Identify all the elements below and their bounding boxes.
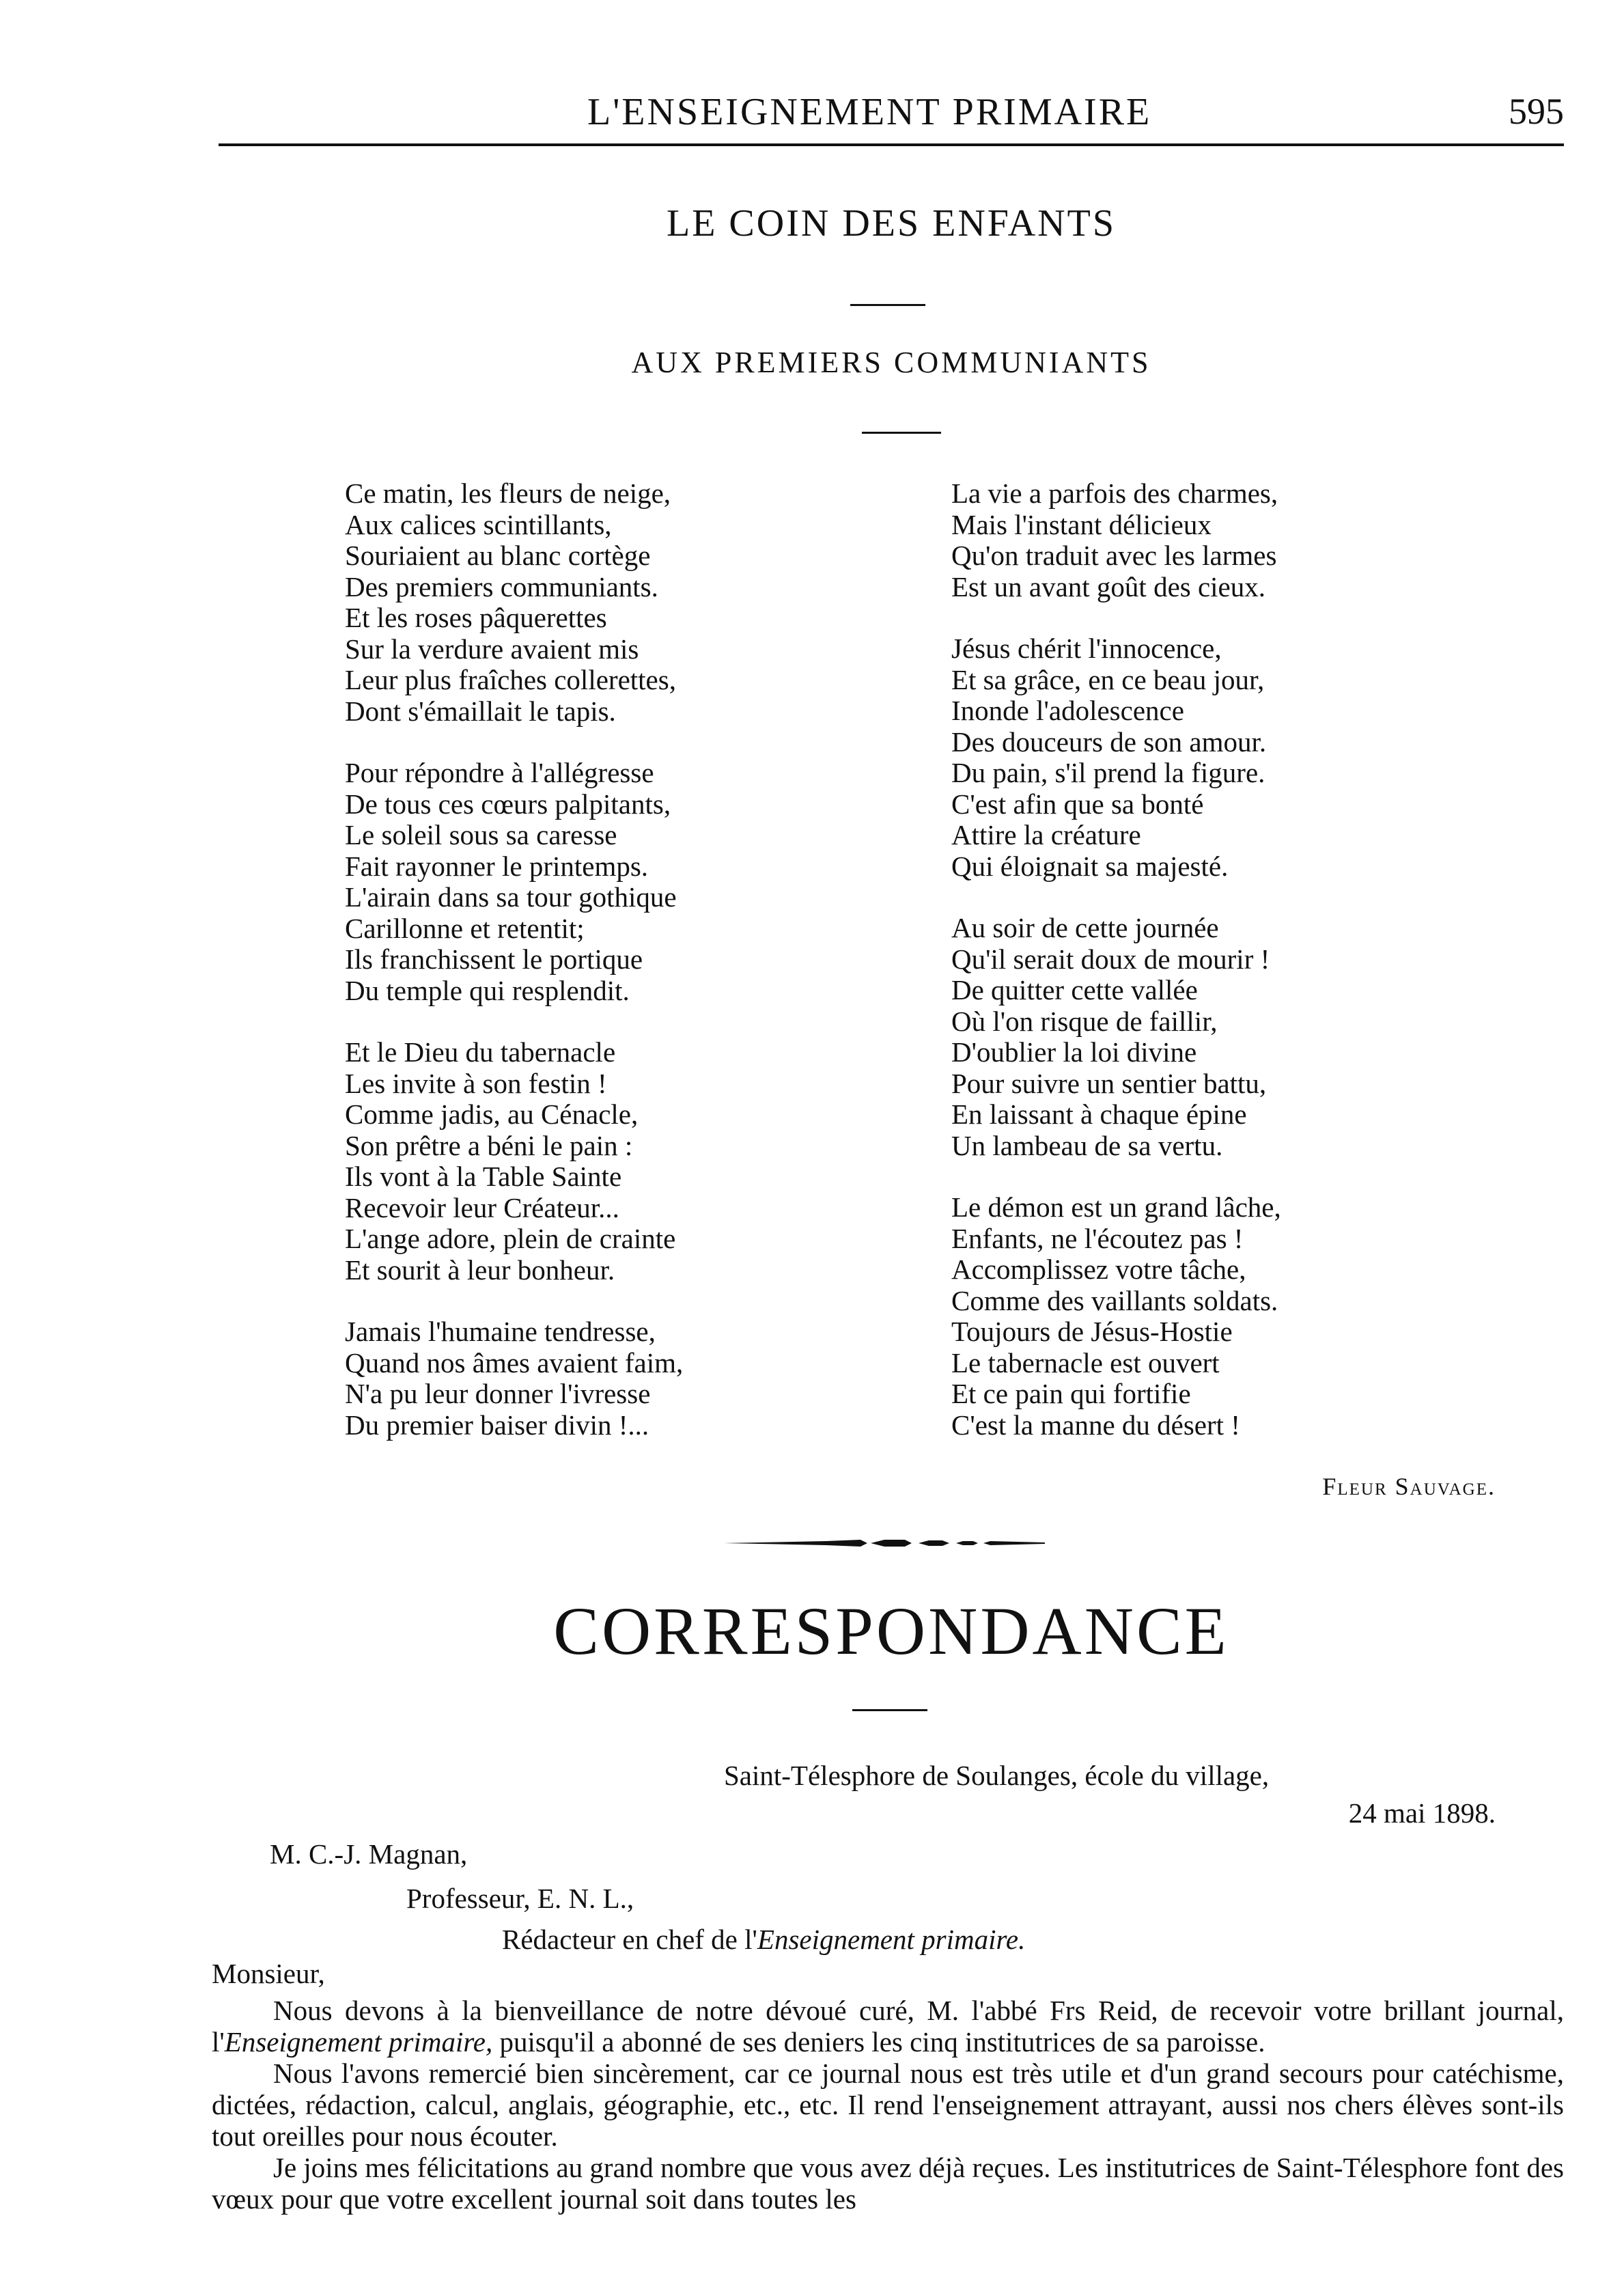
poem-line: Recevoir leur Créateur... (345, 1191, 619, 1223)
poem-line: Comme des vaillants soldats. (951, 1284, 1278, 1316)
ornamental-divider (724, 1537, 1045, 1549)
poem-line: Et sourit à leur bonheur. (345, 1254, 615, 1286)
poem-line: Où l'on risque de faillir, (951, 1005, 1218, 1037)
poem-line: Au soir de cette journée (951, 912, 1219, 943)
section-title: LE COIN DES ENFANTS (667, 202, 1116, 245)
poem-line: Fait rayonner le printemps. (345, 850, 649, 882)
page-number: 595 (1509, 91, 1564, 132)
poem-line: Mais l'instant délicieux (951, 508, 1212, 540)
poem-left-column (345, 478, 683, 1471)
poem-line: Ils vont à la Table Sainte (345, 1161, 622, 1192)
poem-line: Pour répondre à l'allégresse (345, 757, 654, 788)
poem-stanza (345, 1037, 683, 1286)
addressee-title-prefix: Rédacteur en chef de l' (502, 1924, 757, 1955)
divider-rule (850, 304, 925, 306)
poem-line: Le tabernacle est ouvert (951, 1346, 1220, 1379)
poem-line: Et les roses pâquerettes (345, 602, 607, 633)
poem-line: Est un avant goût des cieux. (951, 570, 1266, 603)
poem-line: Sur la verdure avaient mis (345, 633, 639, 665)
addressee-title (502, 1923, 1025, 1956)
poem-line: Du pain, s'il prend la figure. (951, 757, 1265, 788)
letter-paragraph (212, 1995, 1564, 2058)
poem-stanza (951, 478, 1281, 603)
poem-line: Quand nos âmes avaient faim, (345, 1346, 684, 1379)
poem-line: Leur plus fraîches collerettes, (345, 664, 676, 695)
journal-name: Enseignement primaire. (757, 1924, 1026, 1955)
letter-date: 24 mai 1898. (1348, 1797, 1496, 1829)
poem-line: N'a pu leur donner l'ivresse (345, 1378, 651, 1409)
poem-line: Et sa grâce, en ce beau jour, (951, 663, 1265, 695)
poem-line: Toujours de Jésus-Hostie (951, 1316, 1233, 1347)
poem-line: Son prêtre a béni le pain : (345, 1129, 633, 1161)
poem-line: Inonde l'adolescence (951, 695, 1184, 726)
addressee-name: M. C.-J. Magnan, (270, 1838, 468, 1870)
poem-line: Pour suivre un sentier battu, (951, 1067, 1267, 1099)
poem-line: De quitter cette vallée (951, 974, 1198, 1006)
divider-rule (852, 1709, 927, 1711)
poem-line: Jamais l'humaine tendresse, (345, 1316, 656, 1347)
poem-line: Ils franchissent le portique (345, 943, 643, 975)
poem-line: Souriaient au blanc cortège (345, 540, 651, 571)
poem-stanza (951, 633, 1281, 882)
poem-line: D'oublier la loi divine (951, 1036, 1197, 1068)
poem-line: Des douceurs de son amour. (951, 725, 1267, 758)
poem-line: Jésus chérit l'innocence, (951, 633, 1222, 664)
poem-stanza (951, 1192, 1281, 1441)
poem-line: C'est la manne du désert ! (951, 1409, 1240, 1441)
poem-line: L'airain dans sa tour gothique (345, 881, 677, 913)
poem-line: Du premier baiser divin !... (345, 1409, 649, 1441)
journal-name: Enseignement primaire, (224, 2026, 493, 2058)
paragraph-text: puisqu'il a abonné de ses deniers les cinq institutrices de sa paroisse. (492, 2026, 1265, 2058)
poem-stanza (951, 913, 1281, 1161)
poem-line: Dont s'émaillait le tapis. (345, 695, 616, 727)
poem-title: AUX PREMIERS COMMUNIANTS (631, 346, 1151, 379)
poem-line: Un lambeau de sa vertu. (951, 1129, 1223, 1161)
poem-line: Et le Dieu du tabernacle (345, 1036, 616, 1068)
running-title: L'ENSEIGNEMENT PRIMAIRE (587, 91, 1152, 133)
letter-place: Saint-Télesphore de Soulanges, école du village, (724, 1760, 1270, 1791)
poem-line: La vie a parfois des charmes, (951, 477, 1278, 509)
letter-paragraph: Je joins mes félicitations au grand nombre que vous avez déjà reçues. Les institutrices de Saint-Télesphore font des vœux pour que votre excellent journal soit dans toutes les (212, 2152, 1564, 2215)
poem-line: Qu'on traduit avec les larmes (951, 540, 1277, 571)
poem-line: Les invite à son festin ! (345, 1067, 607, 1099)
poem-line: Enfants, ne l'écoutez pas ! (951, 1222, 1244, 1254)
poem-line: Carillonne et retentit; (345, 912, 585, 944)
poem-line: Comme jadis, au Cénacle, (345, 1098, 639, 1130)
page-header (219, 82, 1564, 146)
poem-line: Accomplissez votre tâche, (951, 1254, 1246, 1285)
poem-signature: Fleur Sauvage. (1322, 1473, 1496, 1500)
letter-body (212, 1995, 1564, 2215)
poem-line: Qu'il serait doux de mourir ! (951, 943, 1270, 975)
poem-line: En laissant à chaque épine (951, 1098, 1247, 1130)
paragraph-text: Nous devons à la bienveillance de notre dévoué curé, M. l'abbé Frs Reid, de recevoir votre brillant journal, l' (212, 1995, 1564, 2058)
correspondence-title: CORRESPONDANCE (553, 1593, 1229, 1669)
poem-line: Le démon est un grand lâche, (951, 1191, 1281, 1223)
poem-line: De tous ces cœurs palpitants, (345, 788, 671, 820)
poem-line: Des premiers communiants. (345, 570, 658, 603)
salutation: Monsieur, (212, 1958, 325, 1989)
poem-line: Ce matin, les fleurs de neige, (345, 477, 671, 509)
poem-stanza (345, 758, 683, 1006)
poem-stanza (345, 1316, 683, 1441)
poem-stanza (345, 478, 683, 727)
poem-line: Qui éloignait sa majesté. (951, 850, 1229, 882)
poem-line: Et ce pain qui fortifie (951, 1378, 1191, 1409)
poem-line: C'est afin que sa bonté (951, 788, 1204, 820)
poem-line: Aux calices scintillants, (345, 508, 612, 540)
poem-right-column (951, 478, 1281, 1471)
poem-line: L'ange adore, plein de crainte (345, 1223, 676, 1254)
addressee-role: Professeur, E. N. L., (406, 1883, 634, 1914)
poem-line: Le soleil sous sa caresse (345, 819, 617, 850)
divider-rule (862, 432, 941, 434)
poem-line: Attire la créature (951, 819, 1141, 850)
letter-paragraph: Nous l'avons remercié bien sincèrement, car ce journal nous est très utile et d'un grand secours pour catéchisme, dictées, rédaction, calcul, anglais, géographie, etc., etc. Il rend l'enseignement attrayant, aussi nos chers élèves sont-ils tout oreilles pour nous écouter. (212, 2058, 1564, 2152)
poem-line: Du temple qui resplendit. (345, 974, 630, 1006)
